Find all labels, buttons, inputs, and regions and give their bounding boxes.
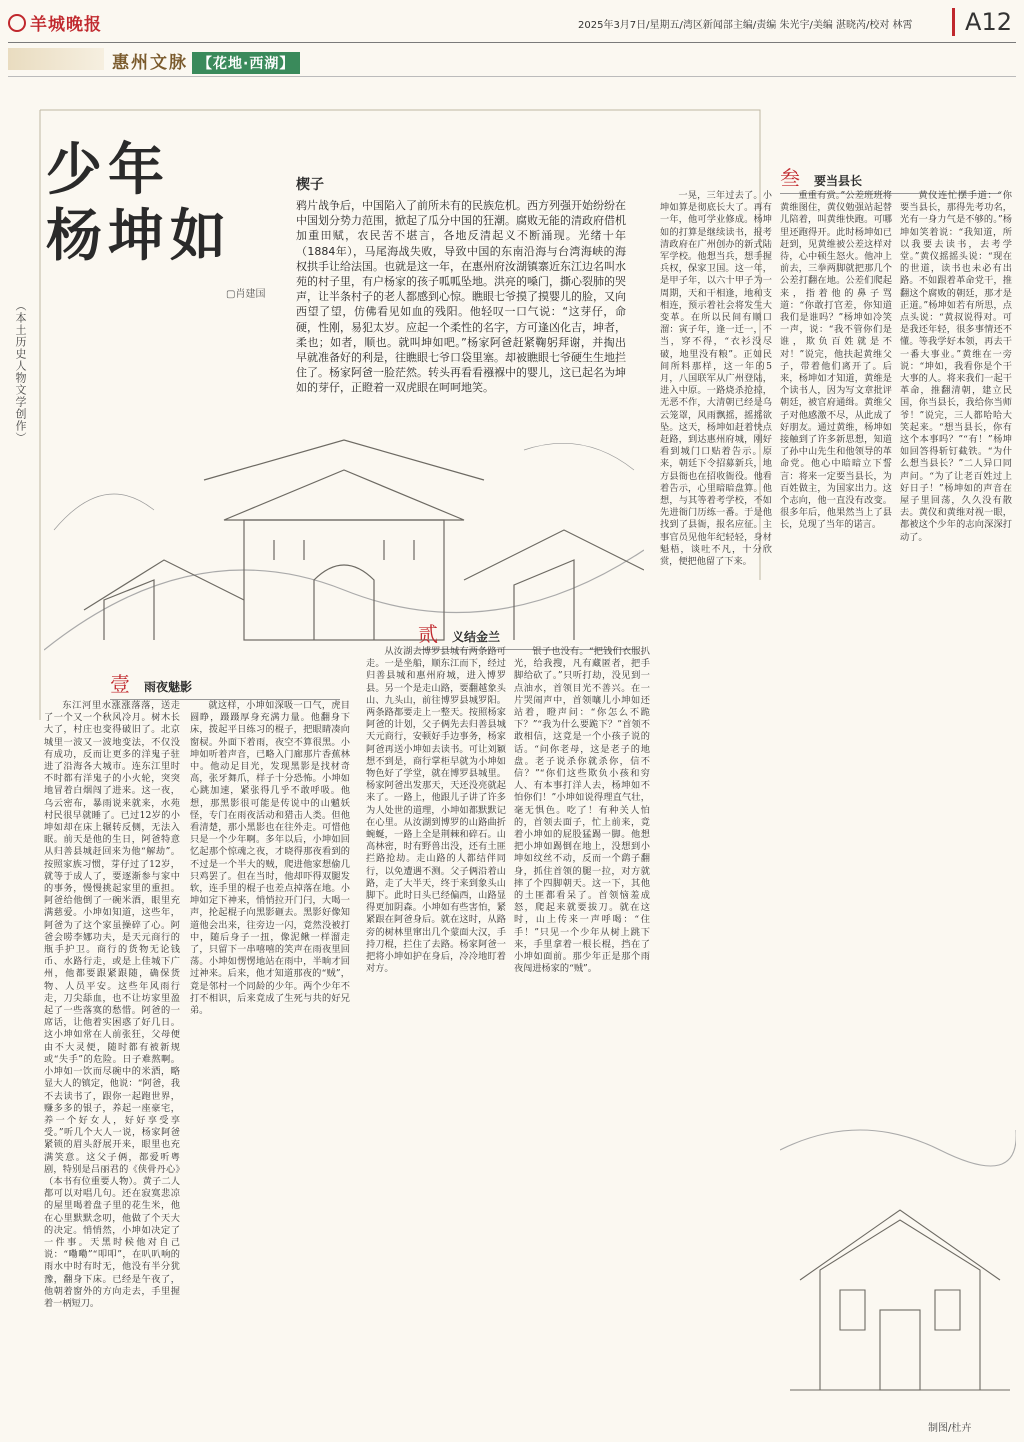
paper-name: 羊城晚报 [30, 15, 102, 35]
genre-note: （本土历史人物文学创作） [14, 300, 27, 444]
chapter-2-text-a: 从汝湖去博罗县城有两条路可走。一是坐船，顺东江而下，经过归善县城和惠州府城，进入博罗县。另一个是走山路，要翻越象头山、九头山，前往博罗县城罗阳。两条路都要走上一整天。按照杨家阿爸的计划，父子俩先去归善县城天元商行，安顿好手边事务，杨家阿爸再送小坤如去读书。可让刘颖想不到是，商行掌柜早就为小坤如物色好了学堂，就在博罗县城里。杨家阿爸出发那天，天还没亮就起来了。一路上，他跟儿子讲了许多为人处世的道理，小坤如都默默记在心里。从汝湖到博罗的山路曲折蜿蜒，一路上全是荆棘和碎石。山高林密，时有野兽出没，还有土匪拦路抢劫。走山路的人都结伴同行，以免遭遇不测。父子俩沿着山路，走了大半天，终于来到象头山脚下。此时日头已经偏西，山路显得更加阴森。小坤如有些害怕，紧紧跟在阿爸身后。就在这时，从路旁的树林里窜出几个蒙面大汉，手持刀棍，拦住了去路。杨家阿爸一把将小坤如护在身后，冷冷地盯着对方。 [366, 646, 506, 975]
prologue-text: 鸦片战争后，中国陷入了前所未有的民族危机。西方列强开始纷纷在中国划分势力范围，掀起了瓜分中国的狂潮。腐败无能的清政府借机加重田赋，农民苦不堪言，各地反清起义不断涌现。光绪十年（1884年），马尾海战失败，导致中国的东南沿海与台湾海峡的海权拱手让给法国。也就是这一年，在惠州府汝湖镇寨近东江边名叫水苑的村子里，有户杨家的孩子呱呱坠地。洪亮的嗓门，撕心裂肺的哭声，让半条村子的老人都感到心惊。瞧眼七爷摸了摸婴儿的脸，又向西望了望，仿佛看见如血的残阳。他轻叹一口气说：“这芽仔，命硬，性刚，易犯太岁。应起一个柔性的名字，方可逢凶化吉，坤者，柔也；如者，顺也。就叫坤如吧。”杨家阿爸赶紧鞠躬拜谢，并掏出早就准备好的利是，往瞧眼七爷口袋里塞。却被瞧眼七爷硬生生地拦住了。杨家阿爸一脸茫然。转头再看看襁褓中的婴儿，这已起名为坤如的芽仔，正瞪着一双虎眼在呵呵地笑。 [296, 199, 626, 395]
title-block [46, 138, 276, 270]
headline-line-2: 杨坤如 [46, 204, 232, 269]
headline-line-1: 少年 [46, 138, 170, 203]
chapter-3-title: 要当县长 [814, 174, 863, 188]
chapter-1-title: 雨夜魅影 [144, 680, 193, 694]
illustration-credit: 制图/杜卉 [928, 1423, 972, 1434]
issue-meta: 2025年3月7日/星期五/湾区新闻部主编/责编 朱光宇/美编 湛晓芮/校对 林霄 [578, 20, 913, 31]
prologue-heading: 楔子 [296, 177, 324, 193]
prologue-box [288, 168, 626, 395]
masthead-rule [8, 42, 1016, 43]
chapter-1-number: 壹 [110, 672, 130, 696]
section-tag: 【花地·西湖】 [192, 52, 300, 74]
section-name: 惠州文脉 [112, 53, 188, 73]
chapter-2-column-a [366, 646, 506, 1412]
page-number: A12 [952, 8, 1012, 36]
section-bar [8, 48, 104, 70]
chapter-1-column-a [44, 700, 180, 1412]
chapter-2-title: 义结金兰 [452, 630, 501, 644]
chapter-1-text-b: 就这样，小坤如深吸一口气，虎目圆睁，蹑蹑厚身充满力量。他翻身下床，拨起平日练习的棍子，把眼睛凑向窗棂。外面下着雨，夜空不算很黑。小坤如听着声音，已略入门廊那片香蕉林中。他动足目光，发现黑影是找材奇高，张牙舞爪，样子十分恐怖。小坤如心跳加速，紧张得几乎不敢呼吸。他想，那黑影很可能是传说中的山魈妖怪，专门在雨夜活动和猎击人类。但他看清楚，那小黑影也在往外走。可惜他只是一个少年啊。多年以后，小坤如回忆起那个惊魂之夜，才晓得那夜看到的不过是一个半大的贼，爬进他家想偷几只鸡罢了。但在当时，他却吓得双腿发软，连手里的棍子也差点掉落在地。小坤如定下神来，悄悄拉开门闩，大喝一声，抡起棍子向黑影砸去。黑影好像知道他会出来，往旁边一闪，竟然没被打中，随后身子一扭，像泥鳅一样溜走了，只留下一串嘻嘻的笑声在雨夜里回荡。小坤如愣愣地站在雨中，半晌才回过神来。后来，他才知道那夜的“贼”，竟是邻村一个同龄的少年。两个少年不打不相识，后来竟成了生死与共的好兄弟。 [190, 700, 350, 1017]
chapter-3-column-b [780, 190, 892, 1070]
house-illustration [780, 1090, 1016, 1410]
chapter-1-heading [110, 668, 340, 700]
chapter-3-text-b: 重重有赏。”公差班班将黄维图住，黄仪勉强站起替儿陪着，叫黄维快跑。可哪里还跑得开。此时杨坤如已赶到，见黄维被公差这样对待，心中顿生怒火。他冲上前去，三拳两脚就把那几个公差打翻在地。公差们爬起来，指着他的鼻子骂道：“你敢打官差，你知道我们是谁吗？”杨坤如冷笑一声，说：“我不管你们是谁，欺负百姓就是不对！”说完，他扶起黄维父子，带着他们离开了。后来，杨坤如才知道，黄维是个读书人，因为写文章批评朝廷，被官府通缉。黄维父子对他感激不尽，从此成了好朋友。通过黄维，杨坤如接触到了许多新思想，知道了孙中山先生和他领导的革命党。他心中暗暗立下誓言：将来一定要当县长，为百姓做主，为国家出力。这个志向，他一直没有改变。很多年后，他果然当上了县长，兑现了当年的诺言。 [780, 190, 892, 531]
byline: ▢肖建国 [226, 289, 266, 300]
chapter-3-column-a [660, 190, 772, 1412]
newspaper-logo [8, 10, 102, 35]
logo-icon [8, 14, 26, 32]
chapter-3-number: 叁 [780, 166, 800, 190]
chapter-2-column-b [514, 646, 650, 1412]
chapter-1-text-a: 东江河里水涨涨落落，送走了一个又一个秋风冷月。树木长大了，村庄也变得破旧了。北京城里一波又一波地变法，不仅没有成功，反而让更多的洋鬼子驻进了沿海各大城市。连东江里时不时都有洋鬼子的小火轮，突突地冒着白烟闯了进来。这一夜，乌云密布，暴雨说来就来，水苑村民很早就睡了。已过12岁的小坤如却在床上辗转反侧，无法入眠。前天是他的生日，阿爸特意从归善县城赶回来为他“解劫”。按照家族习惯，芽仔过了12岁，就等于成人了，要逐渐参与家中的事务，慢慢挑起家里的重担。阿爸给他倒了一碗米酒，眼里充满慈爱。小坤如知道，这些年，阿爸为了这个家虽操碎了心。阿爸会唠李娜功夫，是天元商行的瓶手护卫。商行的货物无论钱币、水路行走，或是上佳城下广州，他都要跟紧跟随，确保货物、人员平安。这些年风雨行走，刀尖舔血，也不让坊家里盈起了一些落寞的愁惜。阿爸的一席话，让他着实困惑了好几日。这小坤如常在人前张狂，父母便由不大灵便，随时都有被新规或“失手”的危险。日子难熬啊。小坤如一饮而尽碗中的米酒，略显大人的镇定，他说：“阿爸，我不去读书了，跟你一起跑世界，赚多多的银子，养起一座豪宅，养一个好女人，好好享受享受。”听几个大人一说，杨家阿爸紧锁的眉头舒展开来，眼里也充满笑意。这父子俩，都爱听粤剧，特别是吕丽君的《侠骨丹心》（本书有位重要人物）。黄子二人都可以对唱几句。还在寂寞悲凉的屋里喝着盘子里的花生米，他在心里默默念叨，他做了个天大的决定。悄悄然，小坤如决定了一件事。天黑时候他对自己说：“嘞嘞”“叩叩”，在叭叭响的雨水中时有时无，他没有半分犹豫，翻身下床。已经是午夜了，他朝着窗外的方向走去，手里握着一柄短刀。 [44, 700, 180, 1309]
section-header [112, 48, 300, 74]
chapter-2-number: 贰 [418, 622, 438, 646]
chapter-3-text-a: 一晃，三年过去了。小坤如算是彻底长大了。再有一年，他可学业修成。杨坤如的打算是继续读书，报考清政府在广州创办的新式陆军学校。他想当兵，想手握兵权，保家卫国。这一年，是甲子年，以六十甲子为一周期，天和干相逢，地和支相连，预示着社会将发生大变革。在所以民间有顺口溜：寅子年，逢一迁一，不当，穿不得，“衣衫没尽破，地里没有粮”。正如民间所料那样，这一年的5月，八国联军从广州登陆，进入中原。一路烧杀抢掠，无恶不作，大清朝已经是乌云笼罩，风雨飘摇，摇摇欲坠。这天，杨坤如赶着快点赶路，到达惠州府城，刚好看到城门口贴着告示。原来，朝廷下令招募新兵，地方县衙也在招收衙役。他看着告示，心里暗暗盘算。他想，与其等着考学校，不如先进衙门历练一番。于是他找到了县衙，报名应征。主事官员见他年纪轻轻，身材魁梧，谈吐不凡，十分欣赏，便把他留了下来。 [660, 190, 772, 568]
chapter-3-column-c [900, 190, 1012, 1070]
chapter-2-text-b: 银子也没有。“把钱们衣服扒光，给我搜，凡有藏匿者，把手脚给砍了。”只听打劫，没见到一点油水，首领目光不善兴。在一片哭闹声中，首领嚷儿小坤如还站着，瞪声问：“你怎么不跪下？”“我为什么要跪下？”首领不敢相信，这竟是一个小孩子说的话。“问你老母，这是老子的地盘。老子说杀你就杀你，信不信？”“你们这些欺负小孩和穷人、有本事打洋人去，杨坤如不怕你们！”小坤如说得理直气壮，毫无惧色。吃了！有种关人怕的，首领去面子，忙上前来，竟着小坤如的屁股猛踢一脚。他想把小坤如踢倒在地上，没想到小坤如纹丝不动，反而一个鹞子翻身，抓住首领的腿一拉，对方就摔了个四脚朝天。这一下，其他的土匪都看呆了。首领恼羞成怒，爬起来就要拔刀。就在这时，山上传来一声呼喝：“住手！”只见一个少年从树上跳下来，手里拿着一根长棍，挡在了小坤如面前。那少年正是那个雨夜闯进杨家的“贼”。 [514, 646, 650, 975]
chapter-1-column-b [190, 700, 350, 1412]
masthead [8, 6, 1016, 42]
chapter-3-text-c: 黄仪连忙摆手道：“你要当县长，那得先考功名，光有一身力气是不够的。”杨坤如笑着说：“我知道，所以我要去读书，去考学堂。”黄仪摇摇头说：“现在的世道，读书也未必有出路。不如跟着革命党干，推翻这个腐败的朝廷，那才是正道。”杨坤如若有所思，点点头说：“黄叔说得对。可是我还年轻，很多事情还不懂。等我学好本领，再去干一番大事业。”黄维在一旁说：“坤如，我看你是个干大事的人。将来我们一起干革命，推翻清朝，建立民国，你当县长，我给你当师爷！”说完，三人都哈哈大笑起来。“想当县长，你有这个本事吗？”“有！”杨坤如回答得斩钉截铁。“为什么想当县长？”二人异口同声问。“为了让老百姓过上好日子！”杨坤如的声音在屋子里回荡，久久没有散去。黄仪和黄维对视一眼，都被这个少年的志向深深打动了。 [900, 190, 1012, 543]
section-rule [8, 76, 1016, 77]
